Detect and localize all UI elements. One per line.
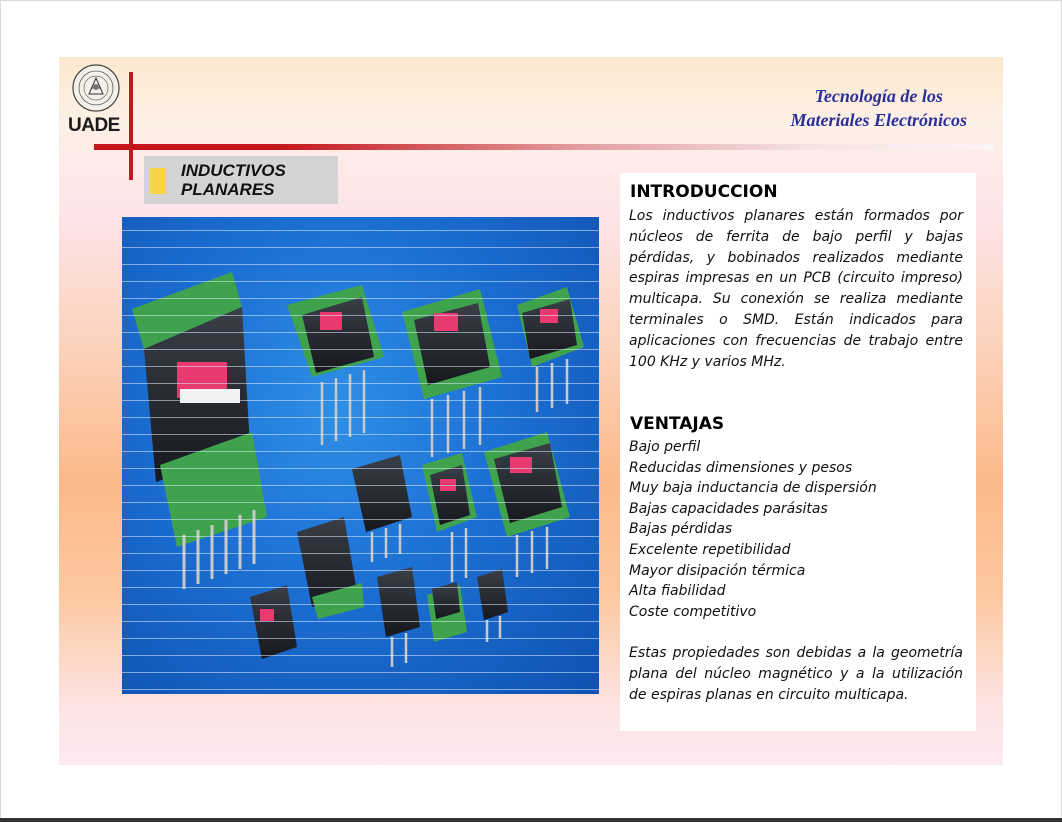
list-item: Bajas capacidades parásitas xyxy=(629,500,828,517)
list-item: Mayor disipación térmica xyxy=(629,562,806,579)
section-tag-line-2: PLANARES xyxy=(181,180,275,199)
accent-vertical-rule xyxy=(129,72,133,180)
introduccion-heading: INTRODUCCION xyxy=(630,182,778,202)
course-title-line-2: Materiales Electrónicos xyxy=(790,110,967,130)
section-tag xyxy=(144,156,338,204)
introduccion-body: Los inductivos planares están formados por núcleos de ferrita de bajo perfil y bajas pérdidas, y bobinados realizados mediante espiras impresas en un PCB (circuito impreso) multicapa. Su conexión se realiza mediante terminales o SMD. Están indicados para aplicaciones con frecuencias de trabajo entre 100 KHz y varios MHz. xyxy=(629,208,963,370)
university-seal-icon xyxy=(72,64,120,112)
list-item: Bajas pérdidas xyxy=(629,521,733,538)
list-item: Coste competitivo xyxy=(629,603,757,620)
ventajas-heading: VENTAJAS xyxy=(630,414,725,434)
planar-inductors-photo xyxy=(122,217,599,694)
list-item: Reducidas dimensiones y pesos xyxy=(629,459,853,476)
accent-horizontal-rule xyxy=(94,144,994,150)
list-item: Bajo perfil xyxy=(629,439,701,455)
uade-logo xyxy=(68,64,126,137)
ventajas-list xyxy=(629,437,877,622)
tag-marker-icon xyxy=(150,168,166,194)
list-item: Excelente repetibilidad xyxy=(629,541,791,558)
closing-paragraph: Estas propiedades son debidas a la geometría plana del núcleo magnético y a la utilización de espiras planas en circuito multicapa. xyxy=(629,645,963,703)
photo-scanlines xyxy=(122,217,599,694)
logo-text: UADE xyxy=(68,115,120,136)
list-item: Muy baja inductancia de dispersión xyxy=(629,480,877,497)
course-title-line-1: Tecnología de los xyxy=(814,86,943,106)
text-panel xyxy=(620,173,976,731)
course-title xyxy=(791,84,968,132)
bottom-rule xyxy=(0,818,1062,822)
section-tag-text xyxy=(181,161,286,199)
list-item: Alta fiabilidad xyxy=(629,583,726,600)
section-tag-line-1: INDUCTIVOS xyxy=(181,161,286,180)
